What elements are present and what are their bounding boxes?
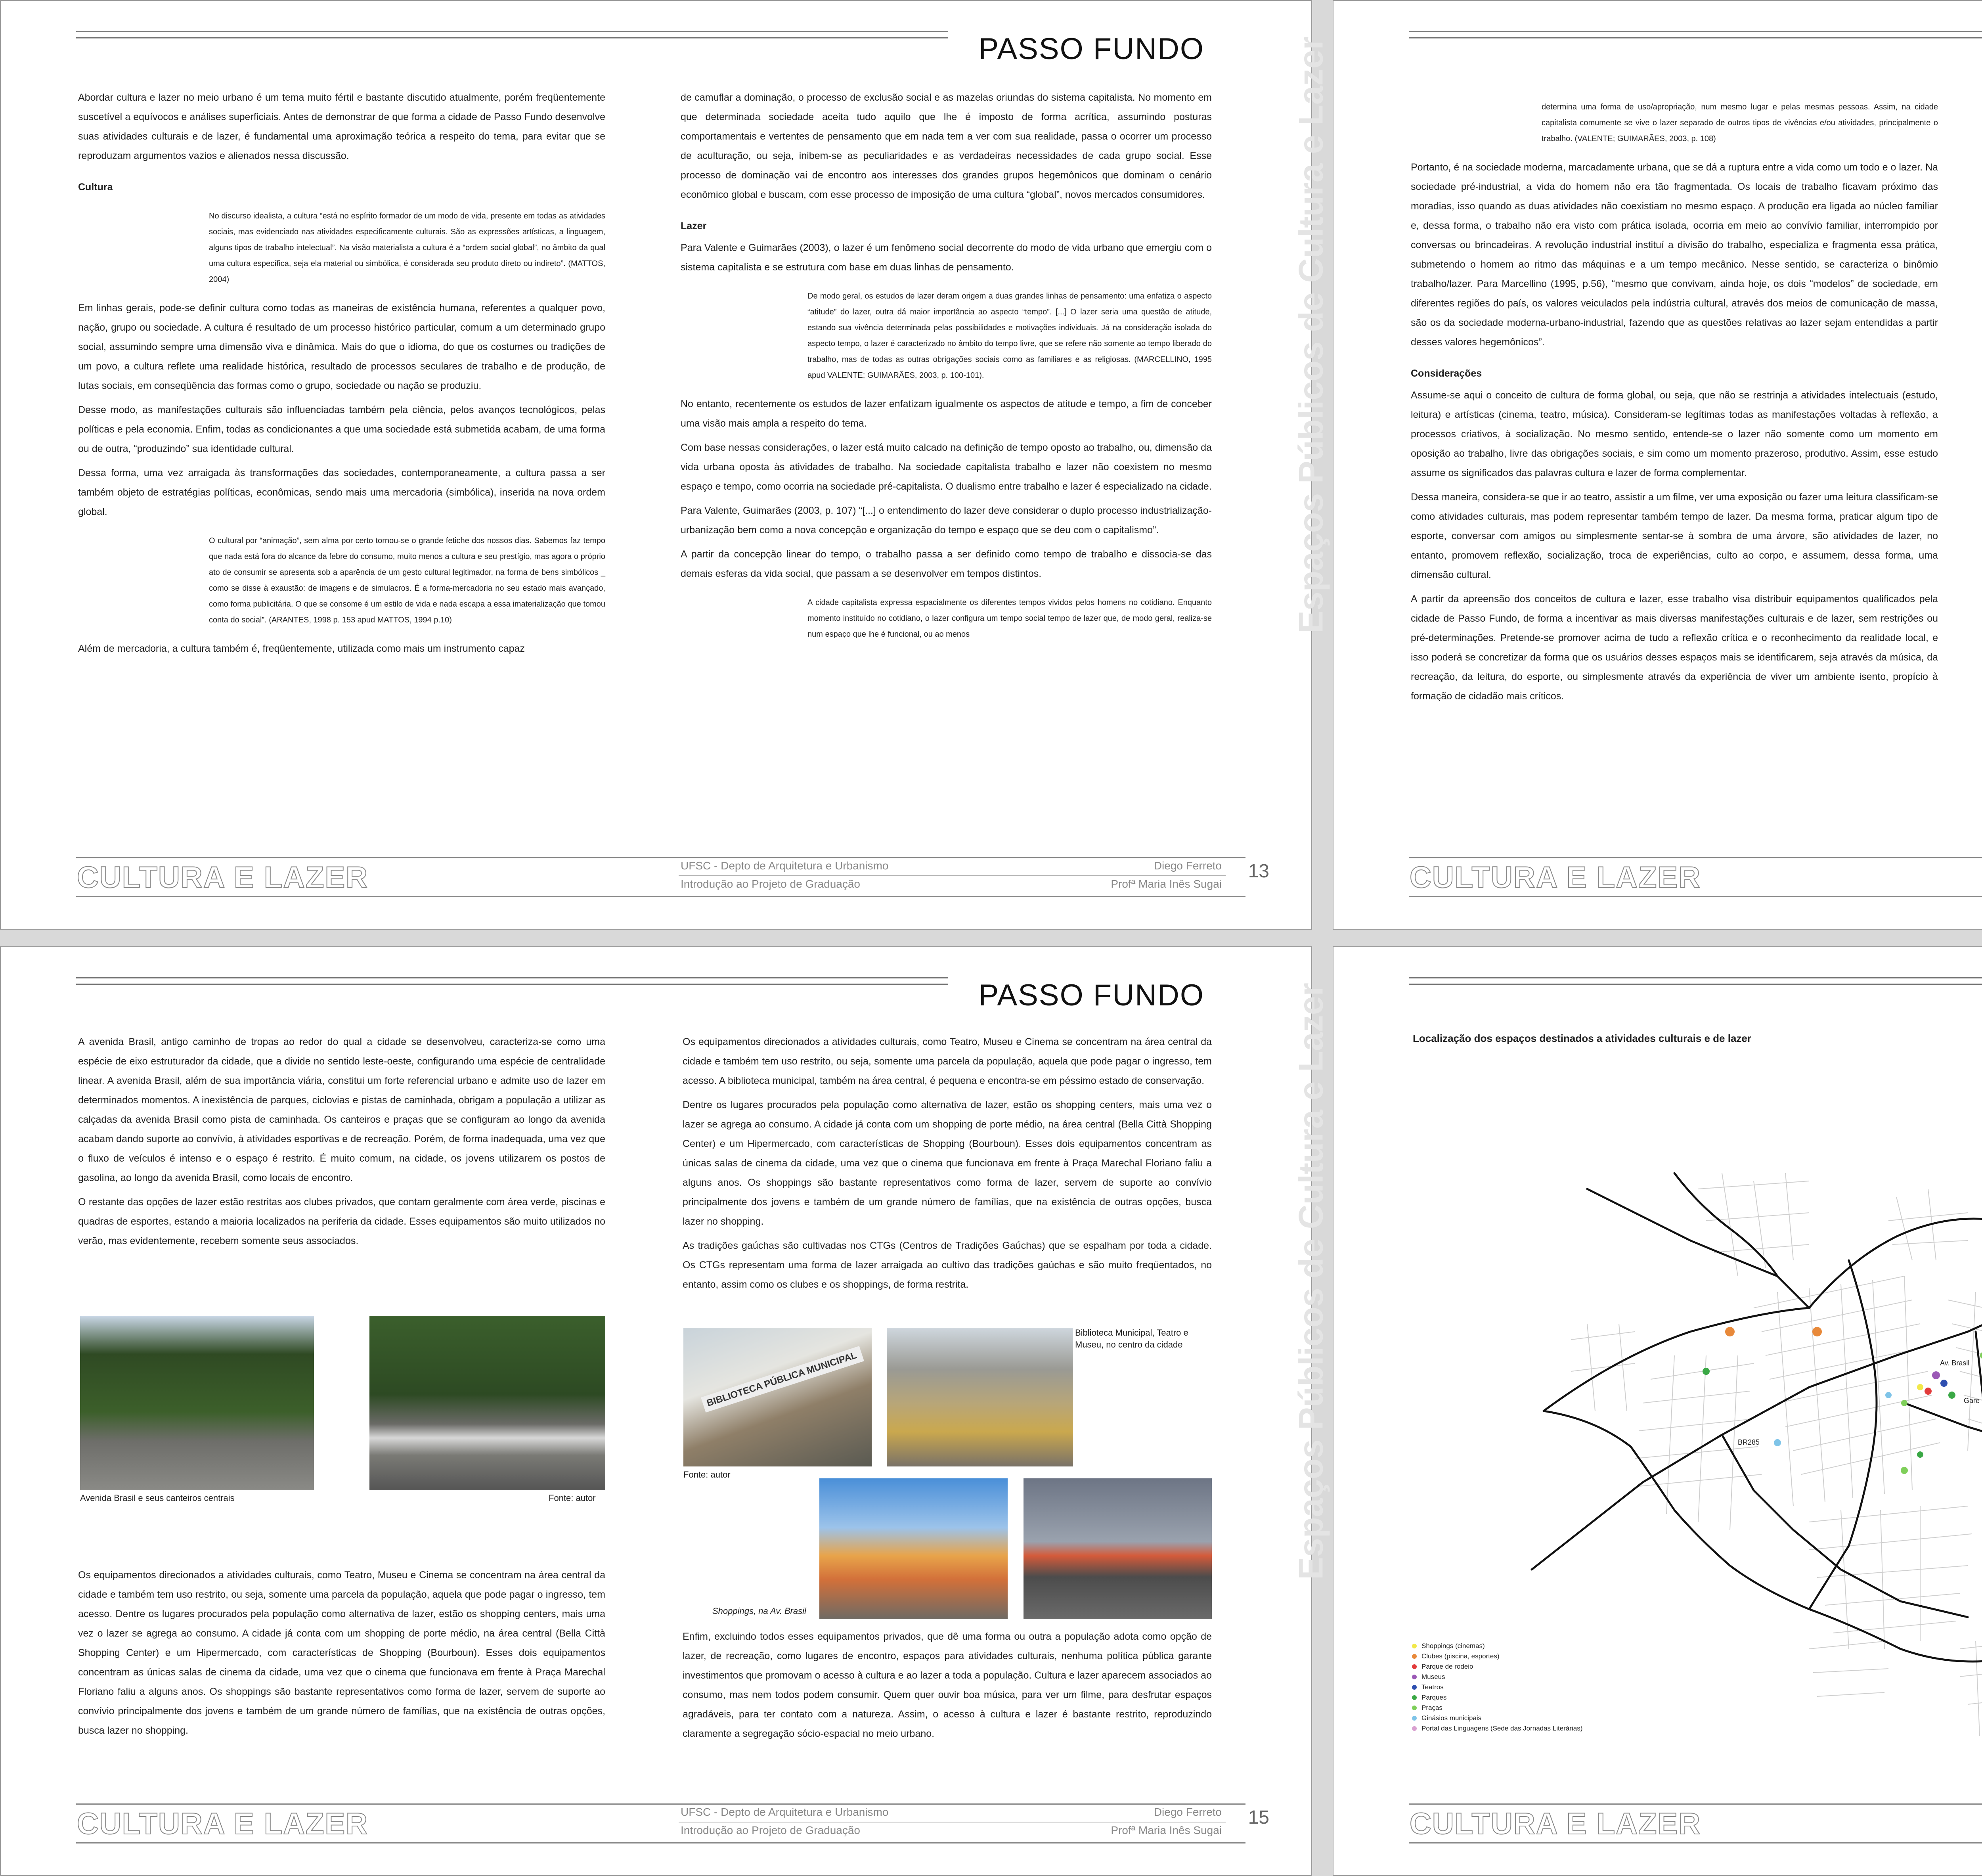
footer [1, 1799, 1313, 1851]
legend-item [1409, 1682, 1582, 1692]
avenida-caption: Avenida Brasil e seus canteiros centrais [80, 1493, 235, 1503]
paragraph: No entanto, recentemente os estudos de lazer enfatizam igualmente os aspectos de atitude e tempo, a fim de conceber uma visão mais ampla a respeito do tema. [681, 398, 1212, 429]
marker [1925, 1388, 1932, 1395]
paragraph: Além de mercadoria, a cultura também é, freqüentemente, utilizada como mais um instrumento capaz [78, 643, 525, 654]
label-av-brasil: Av. Brasil [1940, 1359, 1970, 1367]
avenida-source: Fonte: autor [549, 1493, 596, 1503]
paragraph: Dentre os lugares procurados pela população como alternativa de lazer, estão os shopping centers, mais uma vez o lazer se agrega ao consumo. A cidade já conta com um shopping de porte médio, na área central (Bella Città Shopping Center) e um Hipermercado, com características de Shopping (Bourboun). Esses dois equipamentos concentram as únicas salas de cinema da cidade, uma vez que o cinema que funcionava em frente à Praça Marechal Floriano faliu a alguns anos. Os shoppings são bastante representativos como forma de lazer, servem de suporte ao convívio principalmente dos jovens e também de um grande número de famílias, que na existência de outras opções, busca lazer no shopping. [683, 1099, 1212, 1227]
paragraph: Desse modo, as manifestações culturais são influenciadas também pela ciência, pelos avanços tecnológicos, pelas políticas e pela economia. Enfim, todas as condicionantes a que uma sociedade está submetida acabam, de uma forma ou de outra, “produzindo” sua identidade cultural. [78, 404, 605, 454]
marker [1948, 1392, 1955, 1399]
side-title: Espaços Públicos de Cultura e Lazer [1292, 983, 1330, 1580]
legend-label: Portal das Linguagens (Sede das Jornadas Literárias) [1421, 1725, 1583, 1732]
text-column-right-bottom [683, 1627, 1212, 1748]
legend-item [1409, 1723, 1582, 1734]
text-column-right-top [683, 1032, 1212, 1299]
header-rule-bottom [76, 984, 948, 985]
paragraph: Dessa maneira, considera-se que ir ao teatro, assistir a um filme, ver uma exposição ou fazer uma leitura classificam-se como atividades culturais, mas podem representar também tempo de lazer. Da mesma forma, praticar algum tipo de esporte, conversar com amigos ou simplesmente sentar-se à sombra de uma árvore, são atividades de lazer, no entanto, promovem reflexão, socialização, troca de experiências, culto ao corpo, e assumem, dessa forma, uma dimensão cultural. [1411, 492, 1938, 580]
legend-item [1409, 1662, 1582, 1672]
legend-item [1409, 1672, 1582, 1682]
section-heading: Considerações [1411, 368, 1482, 379]
biblioteca-sign: BIBLIOTECA PÚBLICA MUNICIPAL [701, 1346, 864, 1413]
legend-item [1409, 1641, 1582, 1651]
paragraph: Os equipamentos direcionados a atividades culturais, como Teatro, Museu e Cinema se concentram na área central da cidade e também tem uso restrito, ou seja, somente uma parcela da população, aquela que pode pagar o ingresso, tem acesso. A biblioteca municipal, também na área central, é pequena e encontra-se em péssimo estado de conservação. [683, 1036, 1212, 1086]
text-column-left [1411, 88, 1938, 711]
legend-label: Ginásios municipais [1421, 1714, 1482, 1722]
section-heading: Lazer [681, 220, 707, 232]
legend-swatch [1412, 1664, 1417, 1669]
legend-swatch [1412, 1726, 1417, 1731]
page-title: PASSO FUNDO [978, 32, 1204, 66]
text-column-left [78, 88, 605, 663]
header-rule-top [1409, 31, 1982, 32]
paragraph: Abordar cultura e lazer no meio urbano é um tema muito fértil e bastante discutido atualmente, porém freqüentemente suscetível a equívocos e análises superficiais. Antes de demonstrar de que forma a cidade de Passo Fundo desenvolve suas atividades culturais e de lazer, é fundamental uma aproximação teórica a respeito do tema, para evitar que se reproduzam argumentos vazios e alienados nessa discussão. [78, 92, 605, 161]
legend-swatch [1412, 1644, 1417, 1648]
footer [1333, 853, 1982, 905]
author-label: Diego Ferreto [1154, 860, 1222, 872]
paragraph: Com base nessas considerações, o lazer está muito calcado na definição de tempo oposto ao trabalho, ou, dimensão da vida urbana oposta às atividades de trabalho. Na sociedade capitalista trabalho e lazer não coexistem no mesmo espaço e tempo, como ocorria na sociedade pré-capitalista. O dualismo entre trabalho e lazer é especializado na cidade. [681, 442, 1212, 492]
header-rule-bottom [1409, 984, 1982, 985]
legend-label: Clubes (piscina, esportes) [1421, 1652, 1500, 1660]
institution-label: UFSC - Depto de Arquitetura e Urbanismo [681, 1806, 889, 1818]
legend-swatch [1412, 1685, 1417, 1690]
legend-swatch [1412, 1654, 1417, 1659]
legend-label: Teatros [1421, 1683, 1444, 1691]
marker [1917, 1451, 1923, 1458]
marker [1774, 1439, 1781, 1446]
page-number: 13 [1248, 861, 1269, 882]
section-label: CULTURA E LAZER [1410, 1807, 1701, 1841]
author-label: Diego Ferreto [1154, 1806, 1222, 1818]
advisor-label: Profª Maria Inês Sugai [1111, 878, 1222, 890]
course-label: Introdução ao Projeto de Graduação [681, 878, 860, 890]
legend-label: Shoppings (cinemas) [1421, 1642, 1485, 1650]
legend-label: Museus [1421, 1673, 1445, 1681]
paragraph: As tradições gaúchas são cultivadas nos CTGs (Centros de Tradições Gaúchas) que se espalham por toda a cidade. Os CTGs representam uma forma de lazer arraigada ao cultivo das tradições gaúchas e são muito freqüentados, no entanto, assim como os clubes e os shoppings, de forma restrita. [683, 1240, 1212, 1290]
biblioteca-source: Fonte: autor [683, 1470, 731, 1480]
page-title: PASSO FUNDO [978, 978, 1204, 1012]
marker [1725, 1327, 1735, 1336]
legend-label: Parques [1421, 1694, 1447, 1701]
section-label: CULTURA E LAZER [77, 861, 369, 894]
section-label: CULTURA E LAZER [77, 1807, 369, 1841]
institution-label: UFSC - Depto de Arquitetura e Urbanismo [681, 860, 889, 872]
marker [1980, 1352, 1982, 1359]
paragraph: Dessa forma, uma vez arraigada às transformações das sociedades, contemporaneamente, a cultura passa a ser também objeto de estratégias políticas, econômicas, sendo mais uma mercadoria (simbólica), inserida na nova ordem global. [78, 467, 605, 517]
teatro-photo [887, 1328, 1073, 1466]
legend-label: Praças [1421, 1704, 1442, 1711]
course-label: Introdução ao Projeto de Graduação [681, 1824, 860, 1836]
label-br285: BR285 [1738, 1438, 1760, 1446]
marker [1812, 1327, 1822, 1336]
marker [1917, 1384, 1923, 1390]
legend-item [1409, 1713, 1582, 1723]
block-quote: No discurso idealista, a cultura “está no espírito formador de um modo de vida, presente em todas as atividades sociais, mas evidenciado nas atividades especificamente culturais. São as expressões artísticas, a linguagem, alguns tipos de trabalho intelectual”. Na visão materialista a cultura é a “ordem social global”, no âmbito da qual uma cultura específica, seja ela material ou simbólica, é considerada seu produto direto ou indireto”. (MATTOS, 2004) [209, 212, 605, 284]
legend-swatch [1412, 1716, 1417, 1721]
header-rule-top [1409, 977, 1982, 978]
paragraph: Para Valente e Guimarães (2003), o lazer é um fenômeno social decorrente do modo de vida urbano que emergiu com o sistema capitalista e se estrutura com base em duas linhas de pensamento. [681, 242, 1212, 273]
page-13 [0, 0, 1330, 930]
page-number: 15 [1248, 1807, 1269, 1828]
page-14 [1333, 0, 1982, 930]
map-title: Localização dos espaços destinados a atividades culturais e de lazer [1413, 1032, 1752, 1044]
paragraph: Em linhas gerais, pode-se definir cultura como todas as maneiras de existência humana, referentes a qualquer povo, nação, grupo ou sociedade. A cultura é resultado de um processo histórico particular, comum a um determinado grupo social, assumindo sempre uma dimensão viva e dinâmica. Mais do que o idioma, do que os costumes ou tradições de um povo, a cultura reflete uma realidade histórica, resultado de processos seculares de trabalho e de produção, de lutas sociais, em conseqüência das formas como o grupo, sociedade ou nação se produziu. [78, 302, 605, 391]
street-grid [1571, 1106, 1982, 1736]
legend-item [1409, 1703, 1582, 1713]
map-markers [1703, 1156, 1982, 1746]
text-column-left-bottom [78, 1566, 605, 1745]
biblioteca-caption: Biblioteca Municipal, Teatro e Museu, no centro da cidade [1075, 1328, 1188, 1350]
paragraph: Portanto, é na sociedade moderna, marcadamente urbana, que se dá a ruptura entre a vida como um todo e o lazer. Na sociedade pré-industrial, a vida do homem não era tão fragmentada. Os locais de trabalho ficavam próximo das moradias, isso quando as duas atividades não coexistiam no mesmo espaço. A produção era ligada ao núcleo familiar e, dessa forma, o trabalho não era visto com prática isolada, ocorria em meio ao convívio familiar, interrompido por conversas ou brincadeiras. A revolução industrial instituí a divisão do trabalho, especializa e fragmenta essa prática, submetendo o homem ao ritmo das máquinas e a um tempo mecânico. Nesse sentido, se caracteriza o binômio trabalho/lazer. Para Marcellino (1995, p.56), “mesmo que convivam, ainda hoje, os dois “modelos” de sociedade, em diferentes regiões do país, os valores veiculados pela indústria cultural, através dos meios de comunicação de massa, são os da sociedade moderna-urbano-industrial, fazendo que as questões relativas ao lazer sejam entendidas a partir desses valores hegemônicos”. [1411, 162, 1938, 348]
marker [1703, 1368, 1710, 1375]
text-column-left-top [78, 1032, 605, 1256]
page-15 [0, 946, 1330, 1876]
text-column-right [681, 88, 1212, 653]
section-label: CULTURA E LAZER [1410, 861, 1701, 894]
shopping-photo-1 [819, 1478, 1008, 1619]
marker [1901, 1400, 1907, 1406]
avenida-photo-2 [369, 1316, 605, 1490]
header-rule-top [76, 31, 948, 32]
advisor-label: Profª Maria Inês Sugai [1111, 1824, 1222, 1836]
paragraph: A partir da concepção linear do tempo, o trabalho passa a ser definido como tempo de trabalho e dissocia-se das demais esferas da vida social, que passam a se desenvolver em tempos distintos. [681, 549, 1212, 579]
section-heading: Cultura [78, 182, 113, 193]
paragraph: O restante das opções de lazer estão restritas aos clubes privados, que contam geralmente com área verde, piscinas e quadras de esportes, estando a maioria localizados na periferia da cidade. Esses equipamentos são muito utilizados no verão, mas evidentemente, recebem somente seus associados. [78, 1196, 605, 1246]
block-quote: A cidade capitalista expressa espacialmente os diferentes tempos vividos pelos homens no cotidiano. Enquanto momento instituído no cotidiano, o lazer configura um tempo social tempo de lazer que, de modo geral, realiza-se num espaço que lhe é funcional, ou ao menos [807, 598, 1212, 639]
legend-swatch [1412, 1695, 1417, 1700]
paragraph: de camuflar a dominação, o processo de exclusão social e as mazelas oriundas do sistema capitalista. No momento em que determinada sociedade aceita tudo aquilo que lhe é imposto de forma acrítica, assumindo posturas comportamentais e vertentes de pensamento que em nada tem a ver com sua realidade, passa o ocorrer um processo de aculturação, ou seja, inibem-se as peculiaridades e as verdadeiras necessidades de cada grupo social. Esse processo de dominação vai de encontro aos interesses dos grandes grupos hegemônicos que dominam o cenário econômico global e buscam, com esse processo de imposição de uma cultura “global”, novos mercados consumidores. [681, 92, 1212, 200]
shoppings-caption: Shoppings, na Av. Brasil [712, 1606, 806, 1616]
label-gare: Gare [1964, 1397, 1980, 1405]
legend-swatch [1412, 1706, 1417, 1710]
footer [1, 853, 1313, 905]
shopping-photo-2 [1024, 1478, 1212, 1619]
header-rule-bottom [76, 37, 948, 38]
header-rule-top [76, 977, 948, 978]
block-quote: O cultural por “animação”, sem alma por certo tornou-se o grande fetiche dos nossos dias. Sabemos faz tempo que nada está fora do alcance da febre do consumo, muito menos a cultura e seu prestígio, mas agora o próprio ato de consumir se apresenta sob a aparência de um gesto cultural legitimador, na forma de bens simbólicos _ como se disse à exaustão: de imagens e de simulacros. É a forma-mercadoria no seu estado mais avançado, como forma publicitária. O que se consome é um estilo de vida e nada escapa a essa imaterialização que tomou conta do social”. (ARANTES, 1998 p. 153 apud MATTOS, 1994 p.10) [209, 536, 605, 624]
header-rule-bottom [1409, 37, 1982, 38]
paragraph: A partir da apreensão dos conceitos de cultura e lazer, esse trabalho visa distribuir equipamentos qualificados pela cidade de Passo Fundo, de forma a incentivar as mais diversas manifestações culturais e de lazer, sem restrições ou pré-determinações. Pretende-se promover acima de tudo a reflexão crítica e o reconhecimento da realidade local, e isso poderá se concretizar da forma que os usuários desses espaços mais se identificarem, seja através da música, da recreação, da leitura, do esporte, ou simplesmente através da experiência de viver um ambiente isento, propício à formação de cidadão mais críticos. [1411, 593, 1938, 702]
avenida-photo-1 [80, 1316, 314, 1490]
paragraph: Assume-se aqui o conceito de cultura de forma global, ou seja, que não se restrinja a atividades intelectuais (estudo, leitura) e artísticas (cinema, teatro, música). Consideram-se legítimas todas as manifestações voltadas à reflexão, a processos criativos, à socialização. No mesmo sentido, entende-se o lazer não somente como um momento em oposição ao trabalho, livre das obrigações sociais, e sim como um momento prazeroso, produtivo. Assim, esse estudo assume os significados das palavras cultura e lazer de forma complementar. [1411, 390, 1938, 479]
marker [1901, 1467, 1908, 1474]
block-quote: determina uma forma de uso/apropriação, num mesmo lugar e pelas mesmas pessoas. Assim, na cidade capitalista comumente se vive o lazer separado de outros tipos de vivências e/ou atividades, principalmente o trabalho. (VALENTE; GUIMARÃES, 2003, p. 108) [1542, 103, 1938, 143]
marker [1940, 1380, 1948, 1387]
legend-label: Parque de rodeio [1421, 1663, 1473, 1670]
paragraph: Os equipamentos direcionados a atividades culturais, como Teatro, Museu e Cinema se concentram na área central da cidade e também tem uso restrito, ou seja, somente uma parcela da população, aquela que pode pagar o ingresso, tem acesso. Dentre os lugares procurados pela população como alternativa de lazer, estão os shopping centers, mais uma vez o lazer se agrega ao consumo. A cidade já conta com um shopping de porte médio, na área central (Bella Città Shopping Center) e um Hipermercado, com características de Shopping (Bourboun). Esses dois equipamentos concentram as únicas salas de cinema da cidade, uma vez que o cinema que funcionava em frente à Praça Marechal Floriano faliu a alguns anos. Os shoppings são bastante representativos como forma de lazer, servem de suporte ao convívio principalmente dos jovens e também de um grande número de famílias, que na existência de outras opções, busca lazer no shopping. [78, 1570, 605, 1736]
map-legend [1409, 1641, 1582, 1734]
marker [1932, 1371, 1940, 1379]
paragraph: Enfim, excluindo todos esses equipamentos privados, que dê uma forma ou outra a população adota como opção de lazer, de recreação, como lugares de encontro, espaços para atividades culturais, nenhuma política pública garante investimentos que promovam o acesso à cultura e ao lazer a toda a população. Cultura e lazer aparecem associados ao consumo, mas nem todos podem consumir. Quem quer ouvir boa música, para ver um filme, para desfrutar espaços agradáveis, para ter contato com a natureza. Assim, o acesso à cultura e lazer é bastante restrito, reproduzindo claramente a segregação sócio-espacial no meio urbano. [683, 1631, 1212, 1739]
biblioteca-photo [683, 1328, 872, 1466]
page-16 [1333, 946, 1982, 1876]
paragraph: Para Valente, Guimarães (2003, p. 107) “[...] o entendimento do lazer deve considerar o duplo processo industrialização-urbanização bem como a nova concepção e organização do tempo e espaço que se deu com o capitalismo”. [681, 505, 1212, 536]
paragraph: A avenida Brasil, antigo caminho de tropas ao redor do qual a cidade se desenvolveu, caracteriza-se como uma espécie de eixo estruturador da cidade, que a divide no sentido leste-oeste, configurando uma espécie de centralidade linear. A avenida Brasil, além de sua importância viária, constitui um forte referencial urbano e admite uso de lazer em determinados momentos. A inexistência de parques, ciclovias e pistas de caminhada, obrigam a população a utilizar as calçadas da avenida Brasil como pista de caminhada. Os canteiros e praças que se configuram ao longo da avenida acabam dando suporte ao convívio, à atividades esportivas e de recreação. Porém, de forma inadequada, uma vez que o fluxo de veículos é intenso e o espaço é restrito. É muito comum, na cidade, os jovens utilizarem os postos de gasolina, ao longo da avenida Brasil, como locais de encontro. [78, 1036, 605, 1183]
legend-item [1409, 1651, 1582, 1662]
marker [1885, 1392, 1892, 1398]
footer [1333, 1799, 1982, 1851]
legend-item [1409, 1692, 1582, 1703]
side-title: Espaços Públicos de Cultura e Lazer [1292, 36, 1330, 634]
block-quote: De modo geral, os estudos de lazer deram origem a duas grandes linhas de pensamento: uma enfatiza o aspecto “atitude” do lazer, outra dá maior importância ao aspecto “tempo”. [...] O lazer seria uma questão de atitude, estando sua vivência determinada pelas possibilidades e motivações individuais. Já na consideração isolada do aspecto tempo, o lazer é caracterizado no âmbito do tempo livre, que se refere não somente ao tempo liberado do trabalho, mas de todas as outras obrigações sociais como as familiares e as religiosas. (MARCELLINO, 1995 apud VALENTE; GUIMARÃES, 2003, p. 100-101). [807, 292, 1212, 380]
legend-swatch [1412, 1675, 1417, 1679]
